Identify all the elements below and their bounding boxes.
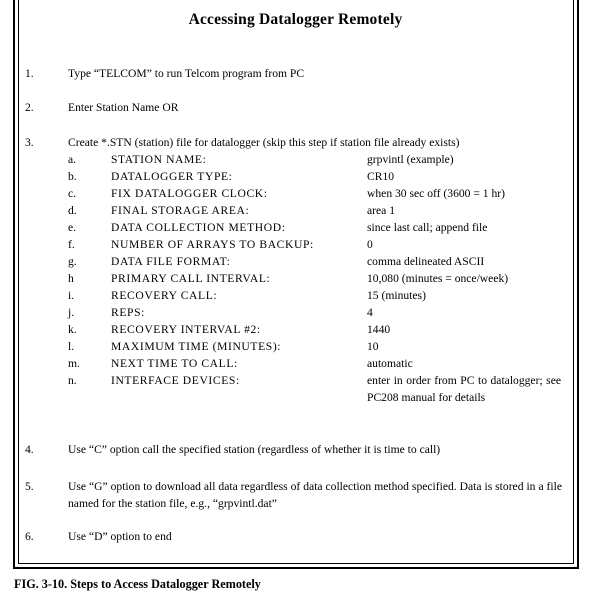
substep-letter: j. bbox=[68, 306, 75, 319]
substep-letter: k. bbox=[68, 323, 77, 336]
step-text: Enter Station Name OR bbox=[68, 101, 179, 114]
substep-letter: h bbox=[68, 272, 74, 285]
step-text: Type “TELCOM” to run Telcom program from PC bbox=[68, 67, 305, 80]
document-title: Accessing Datalogger Remotely bbox=[188, 11, 403, 28]
substep-value: 0 bbox=[367, 238, 373, 251]
substep-label: DATA COLLECTION METHOD: bbox=[111, 221, 286, 234]
substep-label: DATA FILE FORMAT: bbox=[111, 255, 231, 268]
substep-letter: d. bbox=[68, 204, 77, 217]
substep-value: 10,080 (minutes = once/week) bbox=[367, 272, 509, 285]
substep-label: PRIMARY CALL INTERVAL: bbox=[111, 272, 271, 285]
figure-caption: FIG. 3-10. Steps to Access Datalogger Remotely bbox=[14, 577, 261, 591]
step-text: Use “G” option to download all data regardless of data collection method specified. Data is stored in a file named for the station file, e.g., “grpvintl.dat” bbox=[68, 480, 562, 510]
step-text: Use “D” option to end bbox=[68, 530, 172, 543]
substep-letter: n. bbox=[68, 374, 77, 387]
substep-letter: b. bbox=[68, 170, 77, 183]
substep-value: 1440 bbox=[367, 323, 391, 336]
substep-letter: m. bbox=[68, 357, 80, 370]
substep-letter: i. bbox=[68, 289, 75, 302]
substep-label: RECOVERY INTERVAL #2: bbox=[111, 323, 261, 336]
substep-label: REPS: bbox=[111, 306, 145, 319]
substep-letter: f. bbox=[68, 238, 75, 251]
step-number: 5. bbox=[25, 480, 34, 493]
substep-value: area 1 bbox=[367, 204, 395, 217]
substep-letter: l. bbox=[68, 340, 75, 353]
step-number: 1. bbox=[25, 67, 34, 80]
substep-letter: g. bbox=[68, 255, 77, 268]
substep-label: INTERFACE DEVICES: bbox=[111, 374, 240, 387]
substep-value: enter in order from PC to datalogger; see PC208 manual for details bbox=[367, 374, 561, 404]
substep-label: RECOVERY CALL: bbox=[111, 289, 218, 302]
substep-letter: a. bbox=[68, 153, 77, 166]
substep-letter: c. bbox=[68, 187, 77, 200]
substep-value: 10 bbox=[367, 340, 379, 353]
substep-label: FIX DATALOGGER CLOCK: bbox=[111, 187, 268, 200]
substep-label: NEXT TIME TO CALL: bbox=[111, 357, 238, 370]
substep-value: 4 bbox=[367, 306, 373, 319]
step-number: 4. bbox=[25, 443, 34, 456]
substep-label: DATALOGGER TYPE: bbox=[111, 170, 233, 183]
substep-label: MAXIMUM TIME (MINUTES): bbox=[111, 340, 282, 353]
substep-value: 15 (minutes) bbox=[367, 289, 426, 302]
substep-value: since last call; append file bbox=[367, 221, 488, 234]
substep-value: CR10 bbox=[367, 170, 395, 183]
substep-value: automatic bbox=[367, 357, 413, 370]
substep-value: when 30 sec off (3600 = 1 hr) bbox=[367, 187, 506, 200]
step-text: Use “C” option call the specified station (regardless of whether it is time to call) bbox=[68, 443, 441, 456]
substep-label: NUMBER OF ARRAYS TO BACKUP: bbox=[111, 238, 314, 251]
substep-label: FINAL STORAGE AREA: bbox=[111, 204, 250, 217]
step-text: Create *.STN (station) file for datalogger (skip this step if station file already exists) bbox=[68, 136, 460, 149]
step-number: 6. bbox=[25, 530, 34, 543]
substep-letter: e. bbox=[68, 221, 77, 234]
step-number: 2. bbox=[25, 101, 34, 114]
substep-value: comma delineated ASCII bbox=[367, 255, 485, 268]
step-number: 3. bbox=[25, 136, 34, 149]
substep-value: grpvintl (example) bbox=[367, 153, 454, 166]
substep-label: STATION NAME: bbox=[111, 153, 207, 166]
